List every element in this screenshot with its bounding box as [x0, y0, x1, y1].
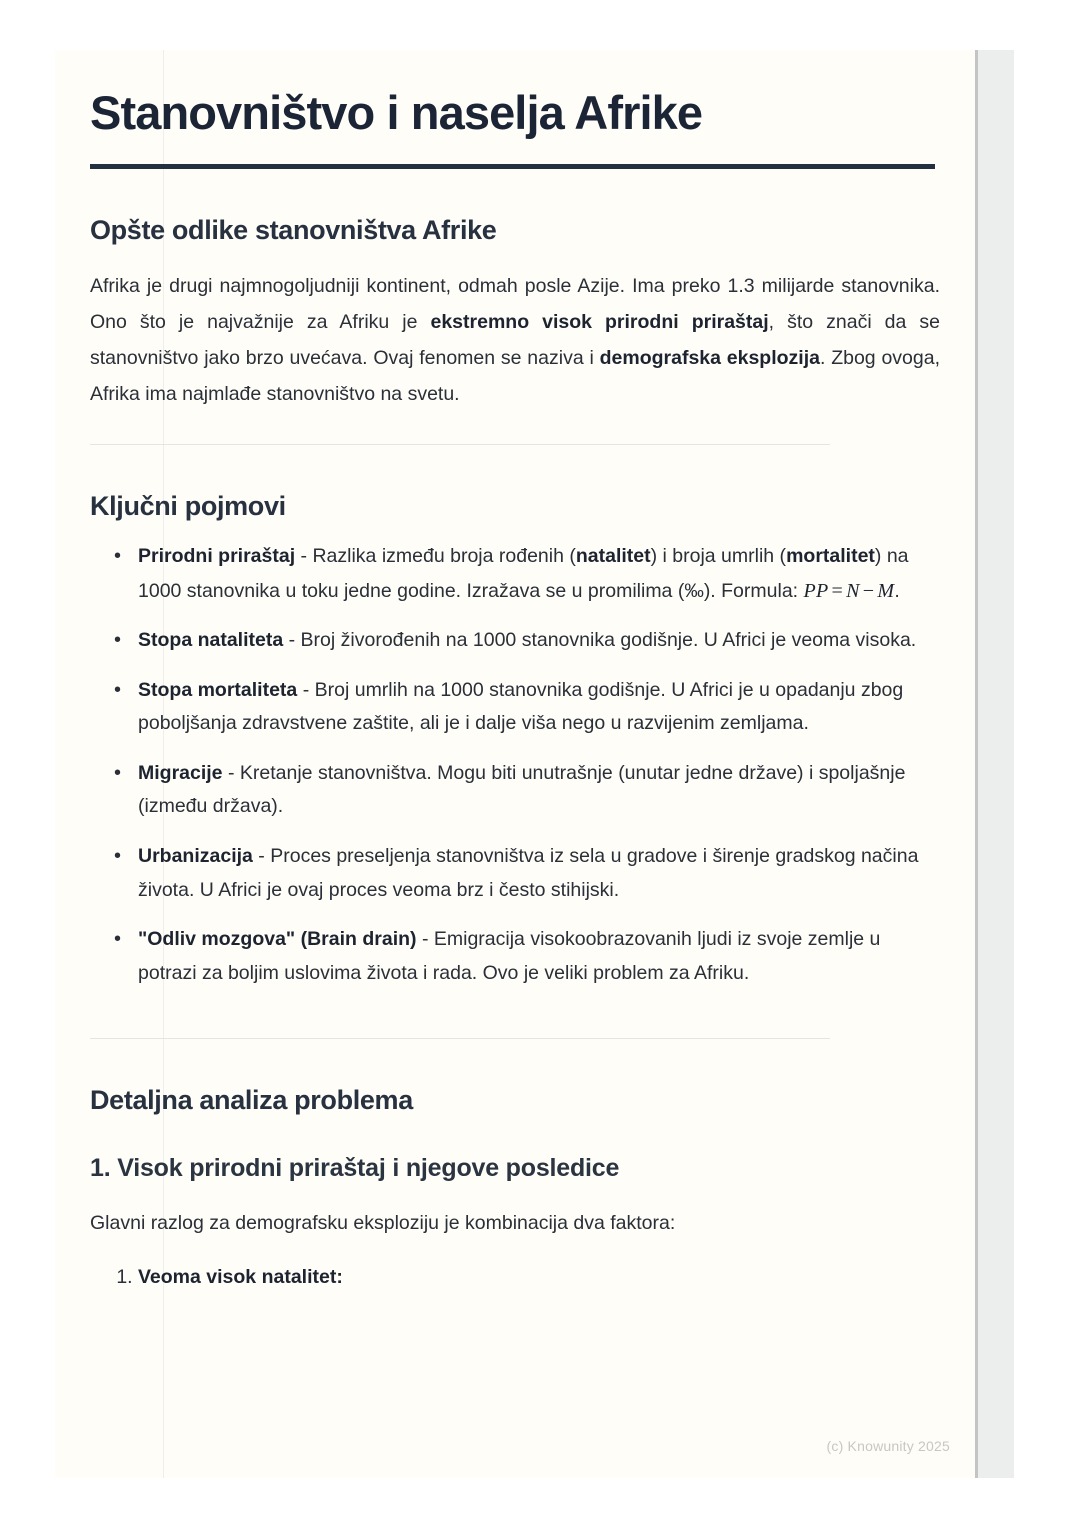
formula-natural-increase — [804, 580, 895, 602]
key-term-dash: - — [416, 928, 434, 951]
general-paragraph — [90, 246, 940, 412]
general-paragraph-bold1: ekstremno visok prirodni priraštaj — [430, 311, 769, 334]
list-item — [138, 1261, 940, 1295]
key-term-label: Stopa mortaliteta — [138, 678, 298, 701]
factor-label: Veoma visok natalitet: — [138, 1266, 343, 1289]
formula-minus: − — [862, 579, 875, 602]
page-title: Stanovništvo i naselja Afrike — [90, 86, 703, 139]
watermark: (c) Knowunity 2025 — [826, 1438, 950, 1454]
list-item — [120, 540, 940, 624]
list-item — [120, 923, 940, 1006]
key-term-text-4: . — [894, 579, 900, 602]
formula-pp: PP — [803, 579, 829, 602]
key-term-inline-bold-1: natalitet — [575, 545, 651, 568]
document-content — [90, 50, 940, 1295]
section-heading-analysis: Detaljna analiza problema — [90, 1085, 413, 1116]
analysis-intro-paragraph: Glavni razlog za demografsku eksploziju je kombinacija dva faktora: — [90, 1212, 676, 1235]
key-term-dash: - — [297, 678, 315, 701]
general-paragraph-part1: Afrika je drugi najmnogoljudniji kontinent, odmah posle Azije. Ima preko 1.3 milijarde stanovnika. Ono što je najvažnije za Afriku je — [90, 275, 940, 334]
key-term-dash: - — [222, 761, 240, 784]
key-term-dash: - — [252, 845, 271, 868]
key-term-inline-bold-2: mortalitet — [786, 545, 875, 568]
general-paragraph-part2: , što znači da se stanovništvo jako brzo uvećava. Ovaj fenomen se naziva i — [90, 311, 940, 370]
document-page — [55, 50, 975, 1478]
key-term-text-3: ) na 1000 stanovnika u toku jedne godine. Izražava se u promilima (‰). Formula: — [138, 545, 909, 602]
formula-equals: = — [831, 579, 844, 602]
section-heading-key-terms: Ključni pojmovi — [90, 491, 286, 522]
key-term-text: Broj živorođenih na 1000 stanovnika godišnje. U Africi je veoma visoka. — [300, 629, 917, 652]
general-paragraph-bold2: demografska eksplozija — [599, 347, 820, 370]
key-term-text: Proces preseljenja stanovništva iz sela u gradove i širenje gradskog načina života. U Africi je ovaj proces veoma brz i često stihijski. — [138, 845, 919, 901]
formula-m: M — [877, 579, 895, 602]
page-gutter-strip — [975, 50, 1014, 1478]
key-term-text: Kretanje stanovništva. Mogu biti unutrašnje (unutar jedne države) i spoljašnje (između država). — [138, 761, 906, 818]
key-term-label: Urbanizacija — [138, 845, 253, 868]
section-heading-general: Opšte odlike stanovništva Afrike — [90, 215, 497, 246]
key-term-text: Emigracija visokoobrazovanih ljudi iz svoje zemlje u potrazi za boljim uslovima života i rada. Ovo je veliki problem za Afriku. — [138, 928, 881, 984]
list-item — [120, 624, 940, 674]
key-terms-list — [90, 522, 940, 1006]
formula-n: N — [846, 579, 860, 602]
list-item — [120, 674, 940, 757]
key-term-label: "Odliv mozgova" (Brain drain) — [138, 928, 417, 951]
key-term-dash: - — [295, 545, 313, 568]
key-term-text-1: Razlika između broja rođenih ( — [312, 545, 576, 568]
key-term-label: Migracije — [138, 761, 223, 784]
subsection-heading-growth: 1. Visok prirodni priraštaj i njegove posledice — [90, 1154, 620, 1183]
analysis-factor-list — [90, 1241, 940, 1295]
list-item — [120, 840, 940, 923]
key-term-label: Prirodni priraštaj — [138, 545, 296, 568]
general-paragraph-part3: . Zbog ovoga, Afrika ima najmlađe stanovništvo na svetu. — [90, 347, 940, 406]
list-item — [120, 757, 940, 840]
key-term-label: Stopa nataliteta — [138, 629, 284, 652]
key-term-dash: - — [283, 629, 301, 652]
key-term-text: Broj umrlih na 1000 stanovnika godišnje. U Africi je u opadanju zbog poboljšanja zdravstvene zaštite, ali je i dalje viša nego u razvijenim zemljama. — [138, 678, 904, 735]
key-term-text-2: ) i broja umrlih ( — [650, 545, 787, 568]
